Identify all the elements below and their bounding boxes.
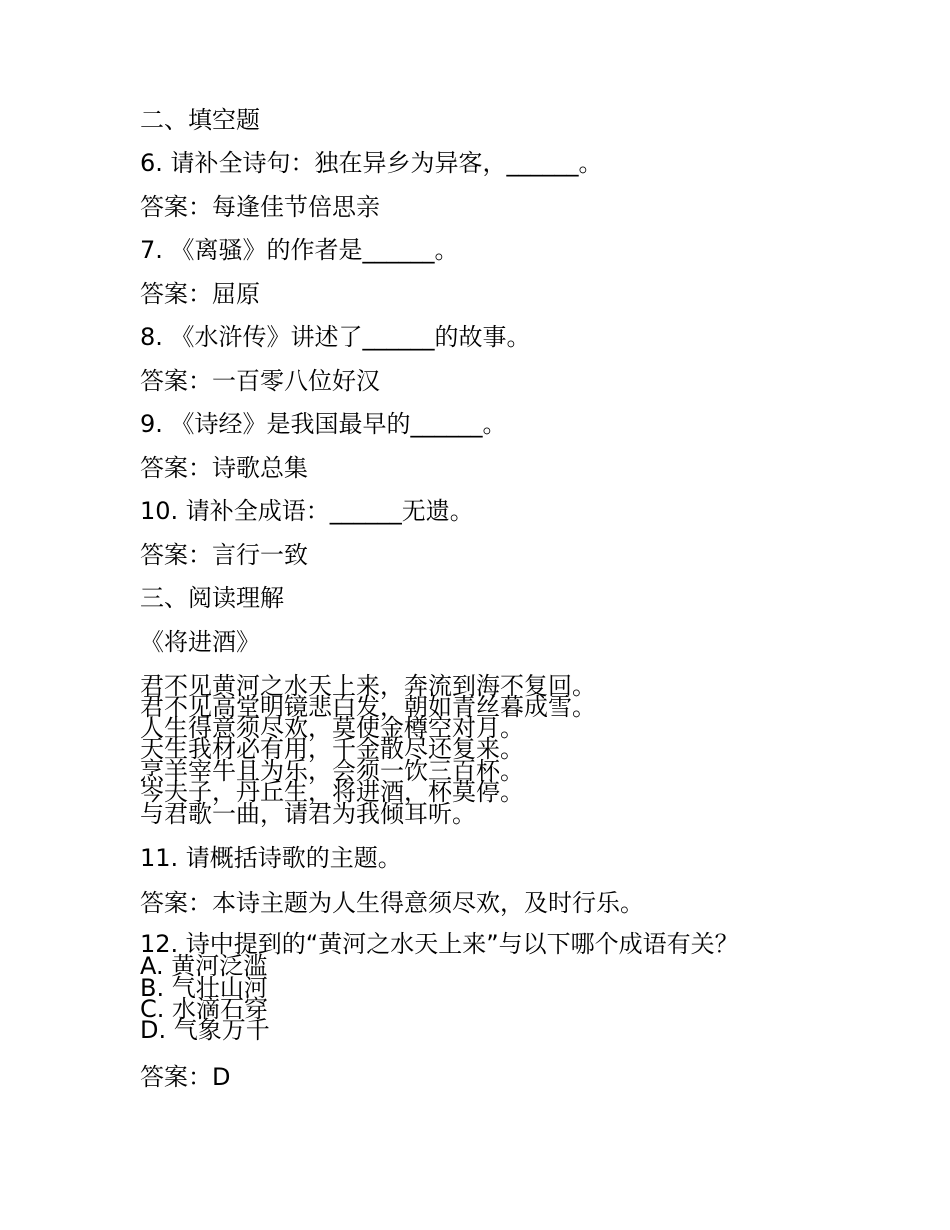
poem-line: 君不见黄河之水天上来，奔流到海不复回。 [140,672,596,700]
question-9: 9. 《诗经》是我国最早的______。 [140,410,507,438]
section-heading-reading: 三、阅读理解 [140,584,284,612]
question-7: 7. 《离骚》的作者是______。 [140,236,459,264]
question-6: 6. 请补全诗句：独在异乡为异客，______。 [140,149,603,177]
option-a: A. 黄河泛滥 [140,952,268,980]
question-11: 11. 请概括诗歌的主题。 [140,844,402,872]
answer-7: 答案：屈原 [140,280,260,308]
option-c: C. 水滴石穿 [140,995,269,1023]
poem-line: 人生得意须尽欢，莫使金樽空对月。 [140,714,524,742]
question-10: 10. 请补全成语：______无遗。 [140,497,474,525]
poem-line: 烹羊宰牛且为乐，会须一饮三百杯。 [140,757,524,785]
poem-line: 与君歌一曲，请君为我倾耳听。 [140,800,476,828]
poem-line: 天生我材必有用，千金散尽还复来。 [140,735,524,763]
section-heading-fill-blank: 二、填空题 [140,106,260,134]
poem-title: 《将进酒》 [140,628,260,656]
answer-9: 答案：诗歌总集 [140,454,308,482]
answer-11: 答案：本诗主题为人生得意须尽欢，及时行乐。 [140,889,644,917]
poem-line: 岑夫子，丹丘生，将进酒，杯莫停。 [140,778,524,806]
poem-line: 君不见高堂明镜悲白发，朝如青丝暮成雪。 [140,693,596,721]
question-12: 12. 诗中提到的“黄河之水天上来”与以下哪个成语有关？ [140,930,739,958]
option-d: D. 气象万千 [140,1016,270,1044]
answer-12: 答案：D [140,1063,231,1091]
answer-10: 答案：言行一致 [140,541,308,569]
question-8: 8. 《水浒传》讲述了______的故事。 [140,323,531,351]
answer-6: 答案：每逢佳节倍思亲 [140,193,380,221]
option-b: B. 气壮山河 [140,974,268,1002]
answer-8: 答案：一百零八位好汉 [140,367,380,395]
